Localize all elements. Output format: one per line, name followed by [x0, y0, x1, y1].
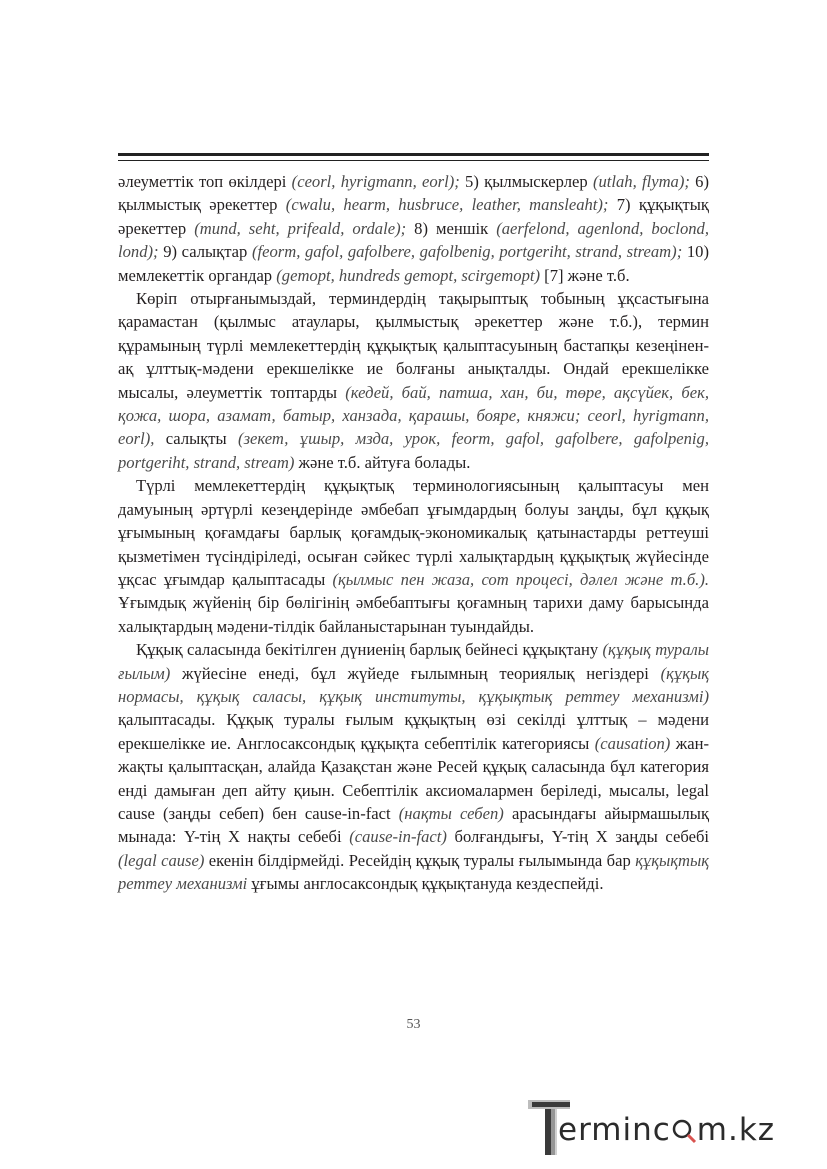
text-run: жүйесіне енеді, бұл жүйеде ғылымның теориялық негіздері — [170, 663, 661, 683]
italic-term-run: (кедей, бай, патша, хан, би, төре, ақсүйек, бек, қожа, шора, азамат, батыр, ханзада, қарашы, бояре, княжи; ceorl, hyrigmann, eorl), — [118, 382, 710, 449]
italic-term-run: құқықтық реттеу механизмі — [118, 850, 709, 894]
text-run: 7) құқықтық әрекеттер — [118, 195, 709, 238]
paragraph-4 — [118, 638, 709, 895]
italic-term-run: (құқық туралы ғылым) — [118, 640, 710, 683]
logo-text — [558, 1112, 775, 1148]
paragraph-2 — [118, 287, 709, 474]
page-number: 53 — [406, 1017, 421, 1032]
italic-term-run: (зекет, ұшыр, мзда, урок, feorm, gafol, gafolbere, gafolpenig, portgeriht, strand, stream) — [118, 429, 709, 472]
text-run: арасындағы айырмашылық мынада: Y-тің Х нақты себебі — [118, 803, 710, 847]
text-run: 5) қылмыскерлер — [459, 172, 593, 191]
text-run: салықты — [154, 429, 239, 449]
italic-term-run: (ceorl, hyrigmann, eorl); — [291, 172, 460, 191]
logo-text-before: ermin — [558, 1112, 653, 1148]
italic-term-run: (gemopt, hundreds gemopt, scirgemopt) — [276, 265, 541, 285]
italic-term-run: (қылмыс пен жаза, сот процесі, дәлел және т.б.). — [332, 569, 709, 589]
italic-term-run: (feorm, gafol, gafolbere, gafolbenig, portgeriht, strand, stream); — [251, 242, 683, 262]
text-run: ұғымы англосаксондық құқықтануда кездеспейді. — [247, 874, 604, 894]
italic-term-run: (нақты себеп) — [398, 803, 504, 823]
italic-term-run: (aerfelond, agenlond, boclond, lond); — [118, 218, 710, 262]
magnifier-icon — [671, 1116, 697, 1144]
text-run: Түрлі мемлекеттердің құқықтық терминологиясының қалыптасуы мен дамуының әртүрлі кезеңдерінде әмбебап ұғымдардың болуы заңды, бұл құқық ұғымының қоғамдағы барлық қоғамдық-экономикалық қатынастарды реттеуші қызметімен түсіндіріледі, осыған сәйкес түрлі халықтардың құқықтық жүйесінде ұқсас ұғымдар қалыптасады — [118, 476, 709, 589]
termincom-logo[interactable] — [520, 1098, 820, 1158]
text-run: 9) салықтар — [158, 242, 252, 262]
text-run: әлеуметтік топ өкілдері — [118, 172, 292, 191]
text-run: Құқық саласында бекітілген дүниенің барлық бейнесі құқықтану — [136, 640, 603, 660]
text-run: 10) мемлекеттік органдар — [118, 242, 709, 285]
text-run: болғандығы, Y-тің Х заңды себебі — [446, 827, 710, 847]
text-run: екенін білдірмейді. Ресейдің құқық туралы ғылымында бар — [204, 850, 636, 870]
paragraph-1 — [118, 170, 709, 287]
text-run: Ұғымдық жүйенің бір бөлігінің әмбебаптығы қоғамның тарихи даму барысында халықтардың мәдени-тілдік байланыстарынан туындайды. — [118, 593, 709, 636]
text-run: 8) меншік — [406, 218, 497, 238]
italic-term-run: (causation) — [594, 733, 671, 753]
italic-term-run: (cwalu, hearm, husbruce, leather, mansleaht); — [285, 195, 609, 215]
logo-c-letter: c — [652, 1112, 671, 1148]
text-run: Көріп отырғанымыздай, терминдердің тақырыптық тобының ұқсастығына қарамастан (қылмыс атаулары, қылмыстық әрекеттер және т.б.), термин құрамының түрлі мемлекеттердің құқықтық қалыптасуының бастапқы кезеңінен-ақ ұлттық-мәдени ерекшелікке ие болғаны анықталды. Ондай ерекшелікке мысалы, әлеуметтік топтарды — [118, 289, 709, 402]
italic-term-run: (cause-in-fact) — [349, 827, 447, 847]
italic-term-run: (құқық нормасы, құқық саласы, құқық институты, құқықтық реттеу механизмі) — [118, 663, 709, 706]
logo-text-after: m.kz — [696, 1112, 776, 1148]
body-text — [118, 170, 709, 896]
italic-term-run: (mund, seht, prifeald, ordale); — [194, 218, 407, 238]
text-run: қалыптасады. Құқық туралы ғылым құқықтың өзі секілді ұлттық – мәдени ерекшелікке ие. Англосаксондық құқықта себептілік категориясы — [118, 710, 709, 753]
text-run: [7] және т.б. — [540, 265, 630, 285]
text-run: 6) қылмыстық әрекеттер — [118, 172, 709, 215]
italic-term-run: (legal cause) — [118, 850, 205, 870]
header-rule-thick — [118, 153, 709, 156]
text-run: жан-жақты қалыптасқан, алайда Қазақстан және Ресей құқық саласында бұл категория енді дамыған деп айту қиын. Себептілік аксиомалармен беріледі, мысалы, legal cause (заңды себеп) бен cause-in-fact — [118, 733, 709, 823]
text-run: және т.б. айтуға болады. — [294, 452, 471, 472]
paragraph-3 — [118, 474, 709, 638]
italic-term-run: (utlah, flyma); — [592, 172, 690, 191]
header-rule-thin — [118, 160, 709, 161]
